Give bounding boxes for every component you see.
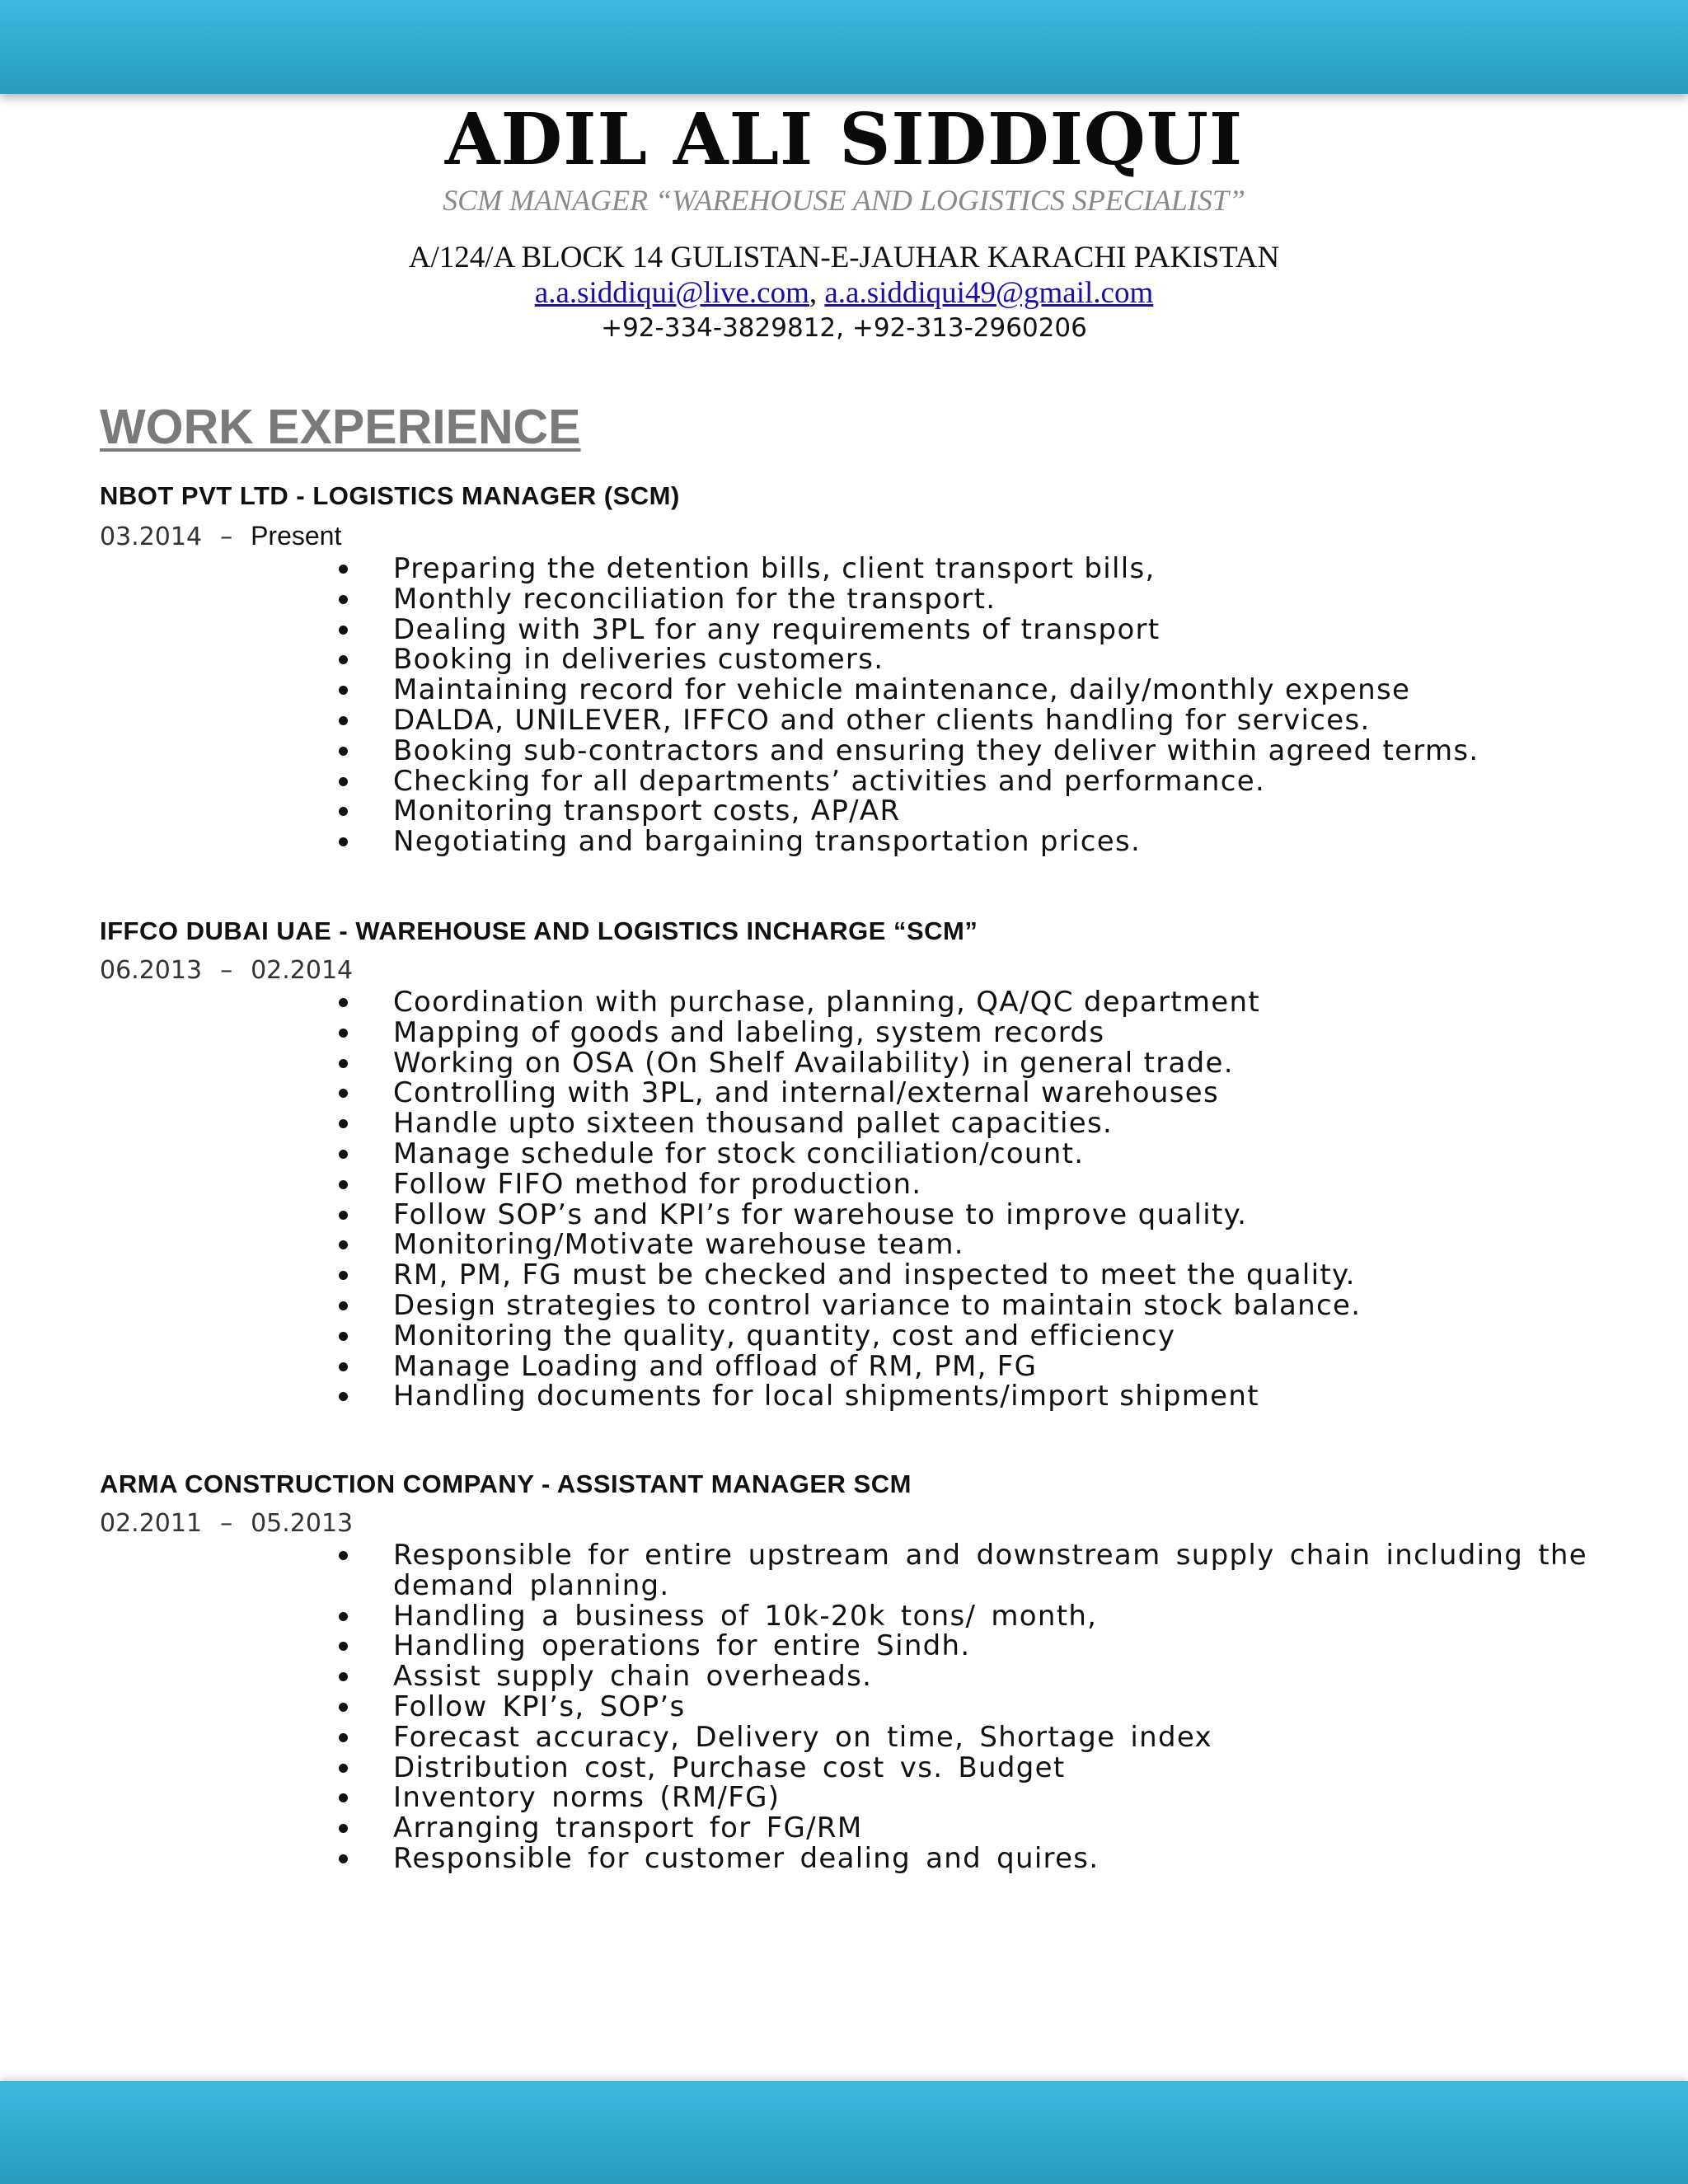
duty-item: Monitoring the quality, quantity, cost and efficiency [393, 1321, 1587, 1352]
duty-item: Inventory norms (RM/FG) [393, 1783, 1587, 1813]
address: A/124/A BLOCK 14 GULISTAN-E-JAUHAR KARACHI PAKISTAN [408, 241, 1280, 274]
candidate-title: SCM MANAGER “WAREHOUSE AND LOGISTICS SPECIALIST” [443, 184, 1245, 217]
email-line [0, 275, 1688, 312]
bottom-banner [0, 2081, 1688, 2184]
duty-item: Monitoring transport costs, AP/AR [393, 796, 1587, 827]
duty-item: DALDA, UNILEVER, IFFCO and other clients handling for services. [393, 705, 1587, 736]
duty-item: Booking sub-contractors and ensuring they deliver within agreed terms. [393, 736, 1587, 766]
job-title: NBOT PVT LTD - LOGISTICS MANAGER (SCM) [100, 481, 680, 510]
duty-item: Working on OSA (On Shelf Availability) in general trade. [393, 1048, 1587, 1079]
duty-item: Arranging transport for FG/RM [393, 1813, 1587, 1844]
date-dash: – [220, 1509, 233, 1538]
duty-item: Manage Loading and offload of RM, PM, FG [393, 1352, 1587, 1382]
date-end: 05.2013 [251, 1509, 354, 1538]
phone-numbers: +92-334-3829812, +92-313-2960206 [601, 313, 1087, 343]
duty-item: Mapping of goods and labeling, system records [393, 1018, 1587, 1048]
duty-item: Responsible for customer dealing and quires. [393, 1844, 1587, 1874]
duty-item: Booking in deliveries customers. [393, 644, 1587, 675]
date-dash: – [220, 956, 233, 985]
duty-item: Negotiating and bargaining transportation prices. [393, 827, 1587, 857]
email-link-live[interactable]: a.a.siddiqui@live.com [534, 276, 809, 310]
job-entry [100, 1468, 1587, 1874]
job-dates [100, 954, 1587, 987]
email-separator: , [809, 276, 825, 310]
duty-item: Manage schedule for stock conciliation/count. [393, 1139, 1587, 1169]
date-start: 06.2013 [100, 956, 203, 985]
section-title-work-experience: WORK EXPERIENCE [100, 400, 581, 454]
resume-header [0, 99, 1688, 344]
duty-list [100, 554, 1587, 857]
duty-item: Handling operations for entire Sindh. [393, 1631, 1587, 1661]
duty-item: Follow KPI’s, SOP’s [393, 1692, 1587, 1722]
duty-item: Forecast accuracy, Delivery on time, Shortage index [393, 1722, 1587, 1753]
top-banner [0, 0, 1688, 94]
duty-item: Monthly reconciliation for the transport. [393, 584, 1587, 615]
job-entry [100, 915, 1587, 1412]
job-entry [100, 480, 1587, 857]
duty-item: Handling documents for local shipments/import shipment [393, 1381, 1587, 1412]
date-start: 03.2014 [100, 523, 203, 551]
candidate-name: ADIL ALI SIDDIQUI [444, 98, 1244, 181]
duty-list [100, 987, 1587, 1412]
job-dates [100, 519, 1587, 554]
duty-item: Responsible for entire upstream and downstream supply chain including the demand planning. [393, 1539, 1587, 1602]
job-dates [100, 1507, 1587, 1540]
duty-item: RM, PM, FG must be checked and inspected to meet the quality. [393, 1260, 1587, 1291]
duty-item: Maintaining record for vehicle maintenance, daily/monthly expense [393, 675, 1587, 705]
duty-list [100, 1540, 1587, 1874]
duty-item: Design strategies to control variance to maintain stock balance. [393, 1291, 1587, 1321]
duty-item: Coordination with purchase, planning, QA/QC department [393, 987, 1587, 1018]
email-link-gmail[interactable]: a.a.siddiqui49@gmail.com [824, 276, 1154, 310]
date-start: 02.2011 [100, 1509, 203, 1538]
duty-item: Distribution cost, Purchase cost vs. Budget [393, 1753, 1587, 1783]
job-title: ARMA CONSTRUCTION COMPANY - ASSISTANT MANAGER SCM [100, 1469, 912, 1498]
duty-item: Preparing the detention bills, client transport bills, [393, 554, 1587, 584]
date-end: Present [251, 521, 342, 551]
duty-item: Checking for all departments’ activities and performance. [393, 766, 1587, 797]
duty-item: Handling a business of 10k-20k tons/ month, [393, 1601, 1587, 1632]
duty-item: Assist supply chain overheads. [393, 1661, 1587, 1692]
duty-item: Follow SOP’s and KPI’s for warehouse to improve quality. [393, 1200, 1587, 1230]
duty-item: Controlling with 3PL, and internal/external warehouses [393, 1078, 1587, 1108]
duty-item: Dealing with 3PL for any requirements of transport [393, 615, 1587, 645]
duty-item: Handle upto sixteen thousand pallet capacities. [393, 1108, 1587, 1139]
duty-item: Follow FIFO method for production. [393, 1169, 1587, 1200]
date-dash: – [220, 523, 233, 551]
job-title: IFFCO DUBAI UAE - WAREHOUSE AND LOGISTICS INCHARGE “SCM” [100, 916, 978, 945]
date-end: 02.2014 [251, 956, 354, 985]
duty-item: Monitoring/Motivate warehouse team. [393, 1230, 1587, 1260]
